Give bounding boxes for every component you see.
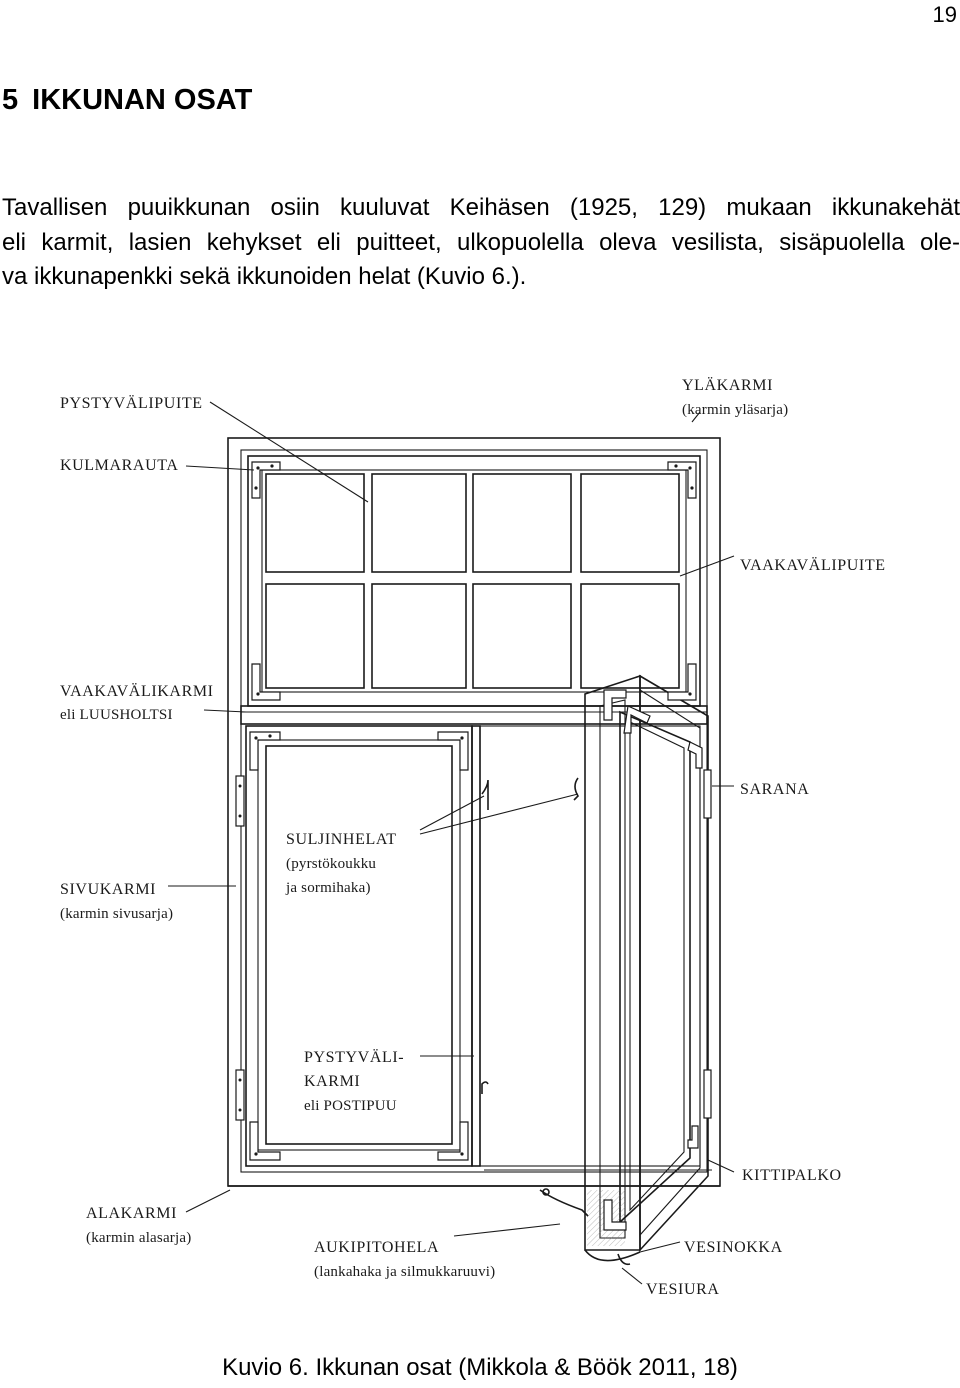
outer-frame — [228, 438, 720, 1186]
section-number: 5 — [2, 84, 19, 116]
window-parts-figure — [0, 350, 960, 1310]
section-heading — [2, 84, 252, 117]
label-aukipitohela-sub: (lankahaka ja silmukkaruuvi) — [314, 1264, 496, 1280]
paragraph-line: va ikkunapenkki sekä ikkunoiden helat (Kuvio 6.). — [2, 263, 527, 290]
label-suljinhelat: SULJINHELAT — [286, 831, 397, 848]
label-ylakarmi: YLÄKARMI — [682, 377, 774, 394]
label-kittipalko: KITTIPALKO — [742, 1167, 842, 1184]
stay-hook — [540, 1189, 588, 1216]
label-vaakavalipuite: VAAKAVÄLIPUITE — [740, 557, 886, 574]
right-opening — [480, 726, 712, 1170]
label-vaakavalikarmi: VAAKAVÄLIKARMI — [60, 683, 214, 700]
label-sivukarmi-sub: (karmin sivusarja) — [60, 906, 174, 922]
body-paragraph — [2, 191, 960, 295]
label-ylakarmi-sub: (karmin yläsarja) — [682, 402, 789, 418]
upper-panes — [266, 474, 679, 688]
label-suljinhelat-sub1: (pyrstökoukku — [286, 856, 377, 872]
label-pystyvalikarmi-2: KARMI — [304, 1073, 361, 1090]
label-pystyvalikarmi-1: PYSTYVÄLI- — [304, 1049, 405, 1066]
open-sash — [585, 676, 708, 1264]
label-suljinhelat-sub2: ja sormihaka) — [286, 880, 371, 896]
label-vesinokka: VESINOKKA — [684, 1239, 783, 1256]
label-kulmarauta: KULMARAUTA — [60, 457, 179, 474]
label-sarana: SARANA — [740, 781, 810, 798]
section-title: IKKUNAN OSAT — [32, 84, 253, 116]
figure-caption: Kuvio 6. Ikkunan osat (Mikkola & Böök 2011, 18) — [222, 1354, 738, 1381]
page-number: 19 — [932, 2, 957, 27]
label-alakarmi-sub: (karmin alasarja) — [86, 1230, 192, 1246]
paragraph-line: Tavallisen puuikkunan osiin kuuluvat Keihäsen (1925, 129) mukaan ikkunakehät — [2, 194, 960, 221]
mullion — [472, 726, 480, 1166]
label-aukipitohela: AUKIPITOHELA — [314, 1239, 440, 1256]
upper-sash — [248, 456, 700, 706]
label-vesiura: VESIURA — [646, 1281, 720, 1298]
latches — [482, 778, 578, 1094]
window-drawing — [0, 350, 960, 1310]
label-sivukarmi: SIVUKARMI — [60, 881, 157, 898]
label-vaakavalikarmi-sub: eli LUUSHOLTSI — [60, 707, 173, 723]
paragraph-line: eli karmit, lasien kehykset eli puitteet, ulkopuolella oleva vesilista, sisäpuolella ole- — [2, 228, 960, 256]
label-pystyvalikarmi-sub: eli POSTIPUU — [304, 1098, 397, 1114]
label-alakarmi: ALAKARMI — [86, 1205, 178, 1222]
label-pystyvalipuite: PYSTYVÄLIPUITE — [60, 395, 203, 412]
